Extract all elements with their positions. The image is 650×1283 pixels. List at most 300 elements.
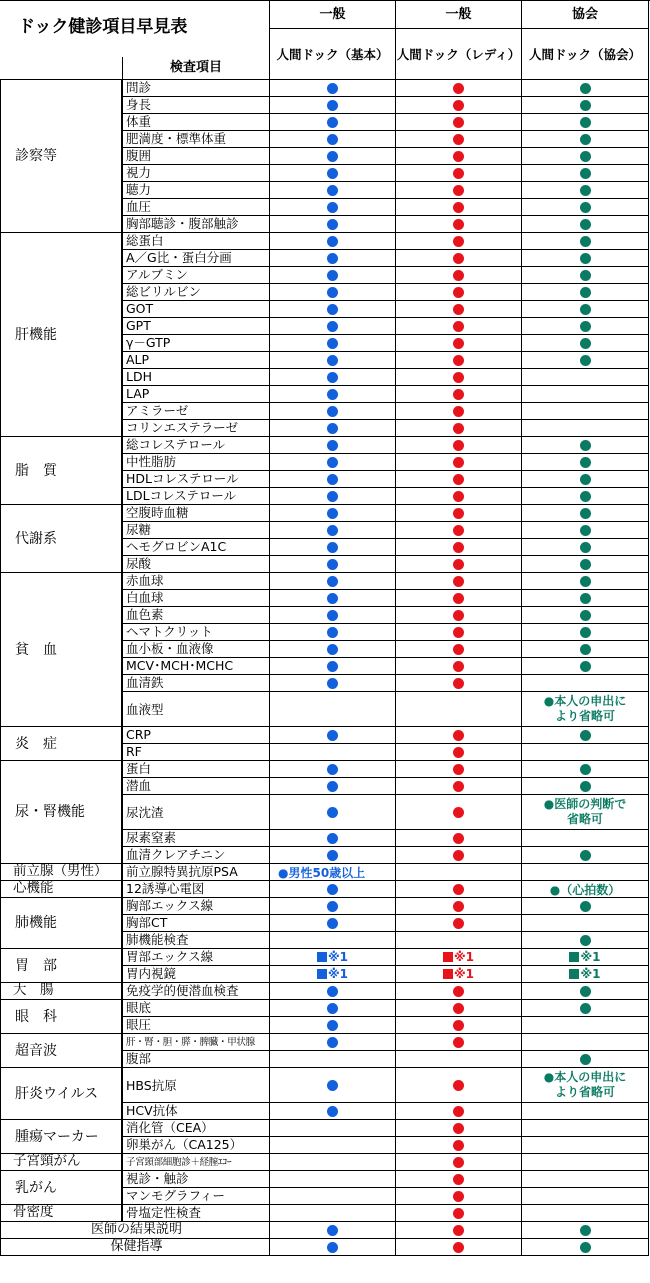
red-dot-icon	[453, 1003, 464, 1014]
mark-cell	[396, 148, 522, 165]
mark-cell	[522, 199, 649, 216]
mark-cell	[522, 250, 649, 267]
mark-cell	[522, 1239, 649, 1256]
mark-cell	[396, 590, 522, 607]
blue-dot-icon	[327, 1225, 338, 1236]
mark-cell	[270, 1205, 396, 1222]
column-header	[270, 29, 396, 80]
green-dot-icon	[580, 593, 591, 604]
mark-cell	[396, 1222, 522, 1239]
check-item	[122, 369, 270, 386]
red-dot-icon	[453, 1020, 464, 1031]
mark-cell	[396, 386, 522, 403]
check-item	[122, 573, 270, 590]
red-dot-icon	[453, 423, 464, 434]
red-dot-icon	[453, 457, 464, 468]
mark-cell	[396, 267, 522, 284]
red-dot-icon	[453, 1191, 464, 1202]
mark-cell	[396, 675, 522, 692]
category-label	[0, 881, 122, 898]
blue-dot-icon	[327, 117, 338, 128]
mark-cell	[396, 830, 522, 847]
check-item	[122, 1188, 270, 1205]
category-text: 貧 血	[15, 641, 57, 658]
mark-cell	[270, 1171, 396, 1188]
blue-dot-icon	[327, 304, 338, 315]
red-dot-icon	[453, 185, 464, 196]
check-item	[122, 607, 270, 624]
mark-cell	[270, 795, 396, 830]
mark-cell	[522, 847, 649, 864]
mark-cell	[270, 284, 396, 301]
mark-cell	[270, 165, 396, 182]
check-item	[122, 522, 270, 539]
blue-dot-icon	[327, 406, 338, 417]
red-dot-icon	[453, 1242, 464, 1253]
mark-cell	[270, 590, 396, 607]
blue-dot-icon	[327, 559, 338, 570]
mark-cell	[522, 949, 649, 966]
green-dot-icon	[580, 1054, 591, 1065]
mark-cell	[522, 658, 649, 675]
mark-cell	[522, 778, 649, 795]
category-label	[0, 983, 122, 1000]
blue-dot-icon	[327, 661, 338, 672]
item-header-label: 検査項目	[169, 60, 222, 75]
mark-cell	[270, 573, 396, 590]
mark-cell	[396, 624, 522, 641]
category-label	[0, 761, 122, 864]
category-text: 尿・腎機能	[15, 804, 85, 820]
check-item-label: 血液型	[126, 702, 164, 717]
green-dot-icon	[580, 219, 591, 230]
mark-cell	[396, 795, 522, 830]
check-item-label: 子宮頸部細胞診＋経膣ｴｺｰ	[126, 1157, 232, 1168]
mark-cell	[522, 915, 649, 932]
check-item	[122, 1068, 270, 1103]
mark-cell	[522, 1137, 649, 1154]
check-item-label: 尿酸	[126, 556, 152, 571]
check-item-label: RF	[126, 744, 142, 759]
check-item	[122, 1154, 270, 1171]
mark-cell	[522, 165, 649, 182]
blue-dot-icon	[327, 508, 338, 519]
mark-cell	[270, 624, 396, 641]
blue-dot-icon	[327, 321, 338, 332]
mark-cell	[396, 182, 522, 199]
mark-cell	[522, 80, 649, 97]
mark-cell	[396, 607, 522, 624]
mark-cell	[270, 301, 396, 318]
green-dot-icon	[580, 644, 591, 655]
red-dot-icon	[453, 1174, 464, 1185]
mark-cell	[396, 318, 522, 335]
column-header	[396, 29, 522, 80]
mark-cell	[396, 114, 522, 131]
green-dot-icon	[580, 338, 591, 349]
green-dot-icon	[580, 253, 591, 264]
check-item-label: LAP	[126, 386, 150, 401]
mark-cell	[522, 641, 649, 658]
green-dot-icon	[580, 559, 591, 570]
category-label	[0, 949, 122, 983]
check-item-label: 前立腺特異抗原PSA	[126, 864, 238, 879]
mark-cell	[396, 1103, 522, 1120]
check-item-label: ヘモグロビンA1C	[126, 539, 227, 554]
mark-cell	[522, 932, 649, 949]
mark-cell	[270, 607, 396, 624]
mark-cell	[270, 522, 396, 539]
check-item	[122, 1205, 270, 1222]
red-dot-icon	[453, 627, 464, 638]
mark-cell	[270, 1068, 396, 1103]
green-dot-icon	[580, 542, 591, 553]
check-item	[122, 898, 270, 915]
category-text: 胃 部	[15, 957, 57, 974]
mark-cell	[270, 403, 396, 420]
check-item-label: HCV抗体	[126, 1103, 178, 1118]
check-item-label: 胃内視鏡	[126, 966, 177, 981]
mark-cell	[396, 966, 522, 983]
category-label	[0, 80, 122, 233]
check-item-label: 肥満度・標準体重	[126, 131, 227, 146]
check-item-label: 12誘導心電図	[126, 881, 205, 896]
category-label	[0, 505, 122, 573]
red-dot-icon	[453, 134, 464, 145]
green-dot-icon	[580, 287, 591, 298]
mark-cell	[270, 454, 396, 471]
red-dot-icon	[453, 338, 464, 349]
check-item	[122, 983, 270, 1000]
mark-cell	[522, 301, 649, 318]
category-text: 代謝系	[15, 530, 57, 547]
check-item-label: ALP	[126, 352, 150, 367]
category-text: 眼 科	[15, 1008, 57, 1025]
title-text: ドック健診項目早見表	[18, 17, 188, 37]
mark-cell	[396, 199, 522, 216]
blue-dot-icon	[327, 219, 338, 230]
red-dot-icon	[453, 100, 464, 111]
column-group-label: 一般	[445, 7, 472, 22]
green-dot-icon	[580, 355, 591, 366]
mark-cell	[396, 335, 522, 352]
category-label	[0, 573, 122, 727]
mark-cell	[270, 148, 396, 165]
check-item	[122, 505, 270, 522]
mark-cell	[396, 539, 522, 556]
blue-dot-icon	[327, 253, 338, 264]
blue-dot-icon	[327, 491, 338, 502]
mark-cell	[270, 1137, 396, 1154]
mark-cell	[522, 216, 649, 233]
check-item	[122, 471, 270, 488]
mark-cell	[270, 881, 396, 898]
mark-cell	[396, 778, 522, 795]
mark-cell	[270, 539, 396, 556]
red-dot-icon	[453, 542, 464, 553]
category-text: 肺機能	[15, 915, 57, 931]
check-item-label: 肝・腎・胆・膵・脾臓・甲状腺	[126, 1037, 255, 1048]
item-header	[122, 57, 270, 80]
mark-cell	[270, 675, 396, 692]
red-dot-icon	[453, 372, 464, 383]
check-item-label: 身長	[126, 97, 152, 112]
check-item-label: γ－GTP	[126, 335, 171, 350]
check-item-label: 胸部エックス線	[126, 898, 214, 913]
mark-cell	[396, 488, 522, 505]
blue-dot-icon	[327, 202, 338, 213]
mark-cell	[522, 1103, 649, 1120]
mark-cell	[396, 1051, 522, 1068]
mark-cell	[522, 744, 649, 761]
mark-cell	[522, 1017, 649, 1034]
red-dot-icon	[453, 986, 464, 997]
green-dot-icon	[580, 627, 591, 638]
blue-dot-icon	[327, 644, 338, 655]
red-dot-icon	[453, 918, 464, 929]
page-title	[0, 1, 270, 57]
mark-cell	[522, 607, 649, 624]
check-item	[122, 267, 270, 284]
mark-cell	[396, 1239, 522, 1256]
check-item	[122, 795, 270, 830]
blue-dot-icon	[327, 542, 338, 553]
category-text: 心機能	[13, 881, 54, 897]
mark-cell	[396, 403, 522, 420]
mark-cell	[522, 114, 649, 131]
category-text: 骨密度	[13, 1205, 54, 1221]
mark-cell	[396, 454, 522, 471]
mark-cell	[396, 250, 522, 267]
check-item	[122, 658, 270, 675]
mark-cell	[396, 641, 522, 658]
summary-item	[0, 1239, 270, 1256]
check-item-label: 体重	[126, 114, 152, 129]
red-dot-icon	[453, 525, 464, 536]
green-dot-icon	[580, 525, 591, 536]
mark-cell	[270, 949, 396, 966]
square-mark-icon	[443, 952, 453, 962]
check-item-label: 尿沈渣	[126, 805, 164, 820]
check-item-label: 蛋白	[126, 761, 152, 776]
green-dot-icon	[580, 185, 591, 196]
red-dot-icon	[453, 304, 464, 315]
red-dot-icon	[453, 508, 464, 519]
mark-cell	[522, 182, 649, 199]
check-item-label: 尿素窒素	[126, 830, 177, 845]
red-dot-icon	[453, 1080, 464, 1091]
red-dot-icon	[453, 287, 464, 298]
red-dot-icon	[453, 1208, 464, 1219]
red-dot-icon	[453, 117, 464, 128]
red-dot-icon	[453, 610, 464, 621]
green-dot-icon	[580, 100, 591, 111]
header-spacer	[0, 57, 122, 80]
category-label	[0, 898, 122, 949]
mark-cell	[396, 949, 522, 966]
mark-cell	[396, 573, 522, 590]
blue-dot-icon	[327, 423, 338, 434]
mark-cell	[396, 1137, 522, 1154]
check-item	[122, 148, 270, 165]
mark-cell	[270, 1103, 396, 1120]
check-item	[122, 881, 270, 898]
green-dot-icon	[580, 764, 591, 775]
check-item-label: 潜血	[126, 778, 152, 793]
blue-dot-icon	[327, 833, 338, 844]
check-item	[122, 386, 270, 403]
mark-cell	[396, 369, 522, 386]
blue-dot-icon	[327, 151, 338, 162]
mark-cell	[522, 966, 649, 983]
green-dot-icon	[580, 83, 591, 94]
green-dot-icon	[580, 151, 591, 162]
category-label	[0, 1068, 122, 1120]
blue-dot-icon	[327, 389, 338, 400]
check-item	[122, 1120, 270, 1137]
check-item-label: アミラーゼ	[126, 403, 189, 418]
check-item	[122, 915, 270, 932]
red-dot-icon	[453, 1140, 464, 1151]
green-dot-icon	[580, 986, 591, 997]
check-item-label: マンモグラフィー	[126, 1188, 226, 1203]
red-dot-icon	[453, 884, 464, 895]
check-item	[122, 1137, 270, 1154]
check-item-label: 総コレステロール	[126, 437, 226, 452]
red-dot-icon	[453, 850, 464, 861]
check-item-label: 尿糖	[126, 522, 152, 537]
check-item-label: 白血球	[126, 590, 164, 605]
mark-cell	[522, 830, 649, 847]
mark-cell	[270, 1000, 396, 1017]
check-item-label: ヘマトクリット	[126, 624, 213, 639]
mark-cell	[396, 165, 522, 182]
category-text: 乳がん	[15, 1179, 57, 1196]
mark-cell	[270, 97, 396, 114]
mark-cell	[396, 505, 522, 522]
mark-cell	[270, 744, 396, 761]
check-item-label: 血清鉄	[126, 675, 164, 690]
mark-cell	[396, 658, 522, 675]
footnote-mark: ※1	[453, 967, 474, 981]
check-item-label: 視診・触診	[126, 1171, 189, 1186]
green-dot-icon	[580, 236, 591, 247]
mark-cell	[396, 761, 522, 778]
square-mark-icon	[569, 952, 579, 962]
check-item	[122, 1171, 270, 1188]
column-note: ●（心拍数）	[549, 882, 621, 897]
mark-cell	[270, 352, 396, 369]
check-item-label: 卵巣がん（CA125）	[126, 1137, 243, 1152]
green-dot-icon	[580, 117, 591, 128]
green-dot-icon	[580, 168, 591, 179]
check-item-label: 胸部CT	[126, 915, 168, 930]
mark-cell	[522, 386, 649, 403]
mark-cell	[522, 590, 649, 607]
mark-cell	[270, 182, 396, 199]
mark-cell	[522, 1068, 649, 1103]
check-item	[122, 932, 270, 949]
mark-cell	[270, 420, 396, 437]
mark-cell	[396, 692, 522, 727]
red-dot-icon	[453, 474, 464, 485]
red-dot-icon	[453, 355, 464, 366]
mark-cell	[396, 1000, 522, 1017]
check-item-label: 血小板・血液像	[126, 641, 214, 656]
check-item	[122, 335, 270, 352]
blue-dot-icon	[327, 83, 338, 94]
column-header-label: 人間ドック（基本）	[276, 47, 389, 62]
mark-cell	[396, 1034, 522, 1051]
mark-cell	[270, 1188, 396, 1205]
mark-cell	[396, 556, 522, 573]
red-dot-icon	[453, 901, 464, 912]
mark-cell	[270, 1034, 396, 1051]
check-item-label: GPT	[126, 318, 151, 333]
mark-cell	[522, 1222, 649, 1239]
red-dot-icon	[453, 576, 464, 587]
blue-dot-icon	[327, 1037, 338, 1048]
blue-dot-icon	[327, 100, 338, 111]
mark-cell	[522, 352, 649, 369]
mark-cell	[270, 898, 396, 915]
mark-cell	[396, 1171, 522, 1188]
mark-cell	[522, 131, 649, 148]
category-label	[0, 233, 122, 437]
check-item-label: 問診	[126, 80, 152, 95]
check-item-label: 血清クレアチニン	[126, 847, 226, 862]
check-item	[122, 727, 270, 744]
mark-cell	[522, 1120, 649, 1137]
mark-cell	[522, 403, 649, 420]
mark-cell	[270, 318, 396, 335]
check-item-label: 胃部エックス線	[126, 949, 214, 964]
check-item	[122, 437, 270, 454]
blue-dot-icon	[327, 1106, 338, 1117]
mark-cell	[270, 216, 396, 233]
mark-cell	[270, 966, 396, 983]
check-item	[122, 165, 270, 182]
check-item	[122, 318, 270, 335]
category-label	[0, 1000, 122, 1034]
blue-dot-icon	[327, 338, 338, 349]
red-dot-icon	[453, 321, 464, 332]
column-note: ●医師の判断で 省略可	[543, 797, 627, 826]
mark-cell	[522, 522, 649, 539]
mark-cell	[270, 658, 396, 675]
mark-cell	[396, 216, 522, 233]
red-dot-icon	[453, 833, 464, 844]
check-item	[122, 131, 270, 148]
red-dot-icon	[453, 730, 464, 741]
square-mark-icon	[317, 969, 327, 979]
check-item-label: 眼底	[126, 1000, 152, 1015]
category-label	[0, 1120, 122, 1154]
mark-cell	[270, 505, 396, 522]
mark-cell	[522, 624, 649, 641]
green-dot-icon	[580, 304, 591, 315]
category-label	[0, 1034, 122, 1068]
green-dot-icon	[580, 440, 591, 451]
check-item-label: 腹部	[126, 1051, 152, 1066]
category-label	[0, 1154, 122, 1171]
check-item	[122, 590, 270, 607]
mark-cell	[522, 233, 649, 250]
column-group-header	[522, 1, 649, 29]
category-label	[0, 727, 122, 761]
check-item-label: 空腹時血糖	[126, 505, 189, 520]
footnote-mark: ※1	[580, 950, 601, 964]
